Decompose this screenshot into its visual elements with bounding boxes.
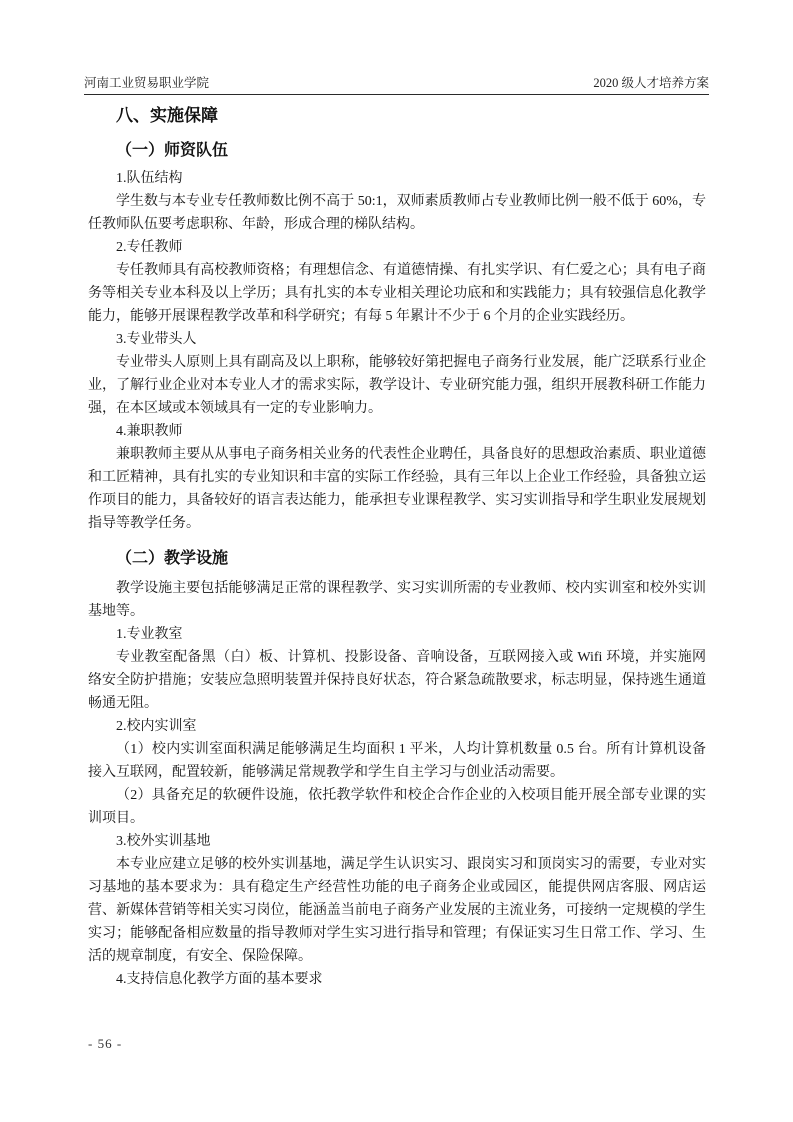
paragraph-facilities-intro: 教学设施主要包括能够满足正常的课程教学、实习实训所需的专业教师、校内实训室和校外实训基地等。 [88,581,706,619]
section-heading-teachers: （一）师资队伍 [116,142,229,159]
page-header [84,76,709,95]
subheading-team-structure: 1.队伍结构 [116,171,183,186]
paragraph-offcampus-base: 本专业应建立足够的校外实训基地，满足学生认识实习、跟岗实习和顶岗实习的需要，专业对实习基地的基本要求为：具有稳定生产经营性功能的电子商务企业或园区，能提供网店客服、网店运营、新媒体营销等相关实习岗位，能涵盖当前电子商务产业发展的主流业务，可接纳一定规模的学生实习；能够配备相应数量的指导教师对学生实习进行指导和管理；有保证实习生日常工作、学习、生活的规章制度，有安全、保险保障。 [88,857,706,964]
document-content [88,102,706,991]
subheading-campus-training-room: 2.校内实训室 [116,719,197,734]
paragraph-classroom: 专业教室配备黑（白）板、计算机、投影设备、音响设备，互联网接入或 Wifi 环境，并实施网络安全防护措施；安装应急照明装置并保持良好状态，符合紧急疏散要求，标志明显，保持逃生通道畅通无阻。 [88,650,706,711]
subheading-offcampus-base: 3.校外实训基地 [116,834,211,849]
paragraph-program-leader: 专业带头人原则上具有副高及以上职称，能够较好第把握电子商务行业发展，能广泛联系行业企业，了解行业企业对本专业人才的需求实际，教学设计、专业研究能力强，组织开展教科研工作能力强，在本区域或本领域具有一定的专业影响力。 [88,355,706,416]
page-number: - 56 - [88,1036,123,1051]
subheading-program-leader: 3.专业带头人 [116,332,197,347]
paragraph-team-structure: 学生数与本专业专任教师数比例不高于 50:1，双师素质教师占专业教师比例一般不低于 60%，专任教师队伍要考虑职称、年龄，形成合理的梯队结构。 [88,194,706,232]
chapter-title: 八、实施保障 [116,106,218,125]
header-school-name: 河南工业贸易职业学院 [84,76,210,90]
subheading-parttime-teachers: 4.兼职教师 [116,424,183,439]
section-heading-facilities: （二）教学设施 [116,550,229,567]
subheading-fulltime-teachers: 2.专任教师 [116,240,183,255]
page-footer [88,1036,122,1052]
header-doc-title: 2020 级人才培养方案 [593,76,709,90]
paragraph-fulltime-teachers: 专任教师具有高校教师资格；有理想信念、有道德情操、有扎实学识、有仁爱之心；具有电子商务等相关专业本科及以上学历；具有扎实的本专业相关理论功底和和实践能力；具有较强信息化教学能力，能够开展课程教学改革和科学研究；有每 5 年累计不少于 6 个月的企业实践经历。 [88,263,706,324]
subheading-informatization-requirements: 4.支持信息化教学方面的基本要求 [116,972,323,987]
paragraph-training-room-1: （1）校内实训室面积满足能够满足生均面积 1 平米，人均计算机数量 0.5 台。所有计算机设备接入互联网，配置较新，能够满足常规教学和学生自主学习与创业活动需要。 [88,742,706,780]
paragraph-parttime-teachers: 兼职教师主要从从事电子商务相关业务的代表性企业聘任，具备良好的思想政治素质、职业道德和工匠精神，具有扎实的专业知识和丰富的实际工作经验，具有三年以上企业工作经验，具备独立运作项目的能力，具备较好的语言表达能力，能承担专业课程教学、实习实训指导和学生职业发展规划指导等教学任务。 [88,447,706,531]
subheading-classroom: 1.专业教室 [116,627,183,642]
paragraph-training-room-2: （2）具备充足的软硬件设施，依托教学软件和校企合作企业的入校项目能开展全部专业课的实训项目。 [88,788,706,826]
